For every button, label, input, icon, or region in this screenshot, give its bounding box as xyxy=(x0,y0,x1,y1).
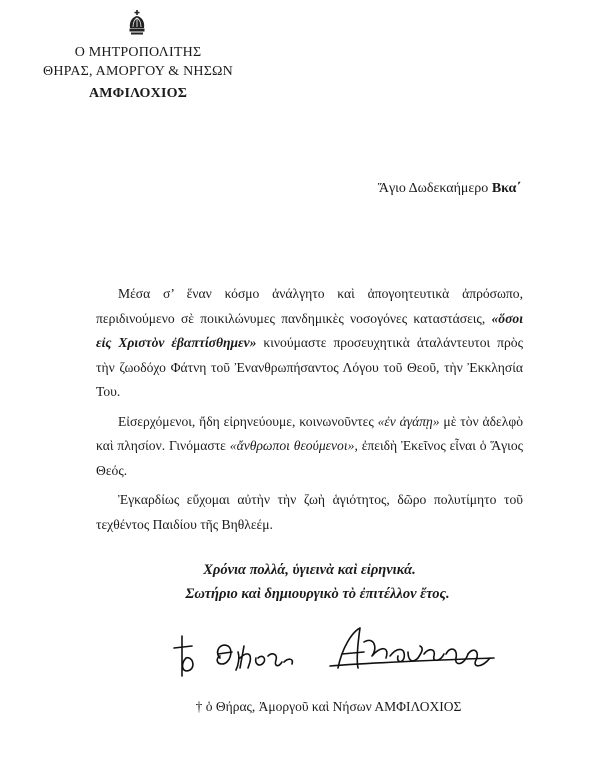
paragraph-2-emphasis-1: «ἐν ἀγάπῃ» xyxy=(377,413,440,429)
header-name-line: ΑΜΦΙΛΟΧΙΟΣ xyxy=(88,86,188,101)
header-title-line: Ο ΜΗΤΡΟΠΟΛΙΤΗΣ xyxy=(74,45,202,60)
date-line xyxy=(378,181,521,197)
footer-signatory: † ὁ Θήρας, Ἀμοργοῦ καὶ Νήσων ΑΜΦΙΛΟΧΙΟΣ xyxy=(195,699,462,714)
crown-emblem-icon xyxy=(127,10,147,36)
date-year: Βκα΄ xyxy=(491,181,521,196)
date-prefix: Ἅγιο Δωδεκαήμερο xyxy=(377,181,492,196)
paragraph-3: Ἐγκαρδίως εὔχομαι αὐτὴν τὴν ζωὴ ἁγιότητος, δῶρο πολυτίμητο τοῦ τεχθέντος Παιδίου τῆς Βηθλεέμ. xyxy=(96,492,523,532)
paragraph-2-text-a: Εἰσερχόμενοι, ἤδη εἰρηνεύουμε, κοινωνοῦντες xyxy=(118,413,378,429)
letter-body xyxy=(96,282,523,542)
closing-wish-line-1: Χρόνια πολλά, ὑγιεινὰ καὶ εἰρηνικά. xyxy=(203,562,416,578)
paragraph-2 xyxy=(96,410,523,484)
paragraph-2-text-b: μὲ τὸν ἀδελφὸ καὶ πλησίον. Γινόμαστε xyxy=(96,413,523,453)
paragraph-2-emphasis-2: «ἄνθρωποι θεούμενοι» xyxy=(229,438,355,453)
closing-wish-line-2: Σωτήριο καὶ δημιουργικὸ τὸ ἐπιτέλλον ἔτος. xyxy=(185,586,450,602)
paragraph-1-text-b: κινούμαστε προσευχητικὰ ἀταλάντευτοι πρὸς τὴν ζωοδόχο Φάτνη τοῦ Ἐνανθρωπήσαντος Λόγου τοῦ Θεοῦ, τὴν Ἐκκλησία Του. xyxy=(96,335,523,399)
paragraph-2-text-c: , ἐπειδὴ Ἐκεῖνος εἶναι ὁ Ἅγιος Θεός. xyxy=(96,438,523,478)
paragraph-1-emphasis: «ὅσοι εἰς Χριστὸν ἐβαπτίσθημεν» xyxy=(96,310,523,350)
paragraph-1 xyxy=(96,282,523,405)
paragraph-1-text-a: Μέσα σ’ ἕναν κόσμο ἀνάλγητο καὶ ἀπογοητευτικὰ ἀπρόσωπο, περιδινούμενο σὲ ποικιλώνυμες πανδημικὲς νοσογόνες καταστάσεις, xyxy=(96,286,523,326)
header-diocese-line: ΘΗΡΑΣ, ΑΜΟΡΓΟΥ & ΝΗΣΩΝ xyxy=(43,64,233,79)
handwritten-signature xyxy=(160,618,500,680)
